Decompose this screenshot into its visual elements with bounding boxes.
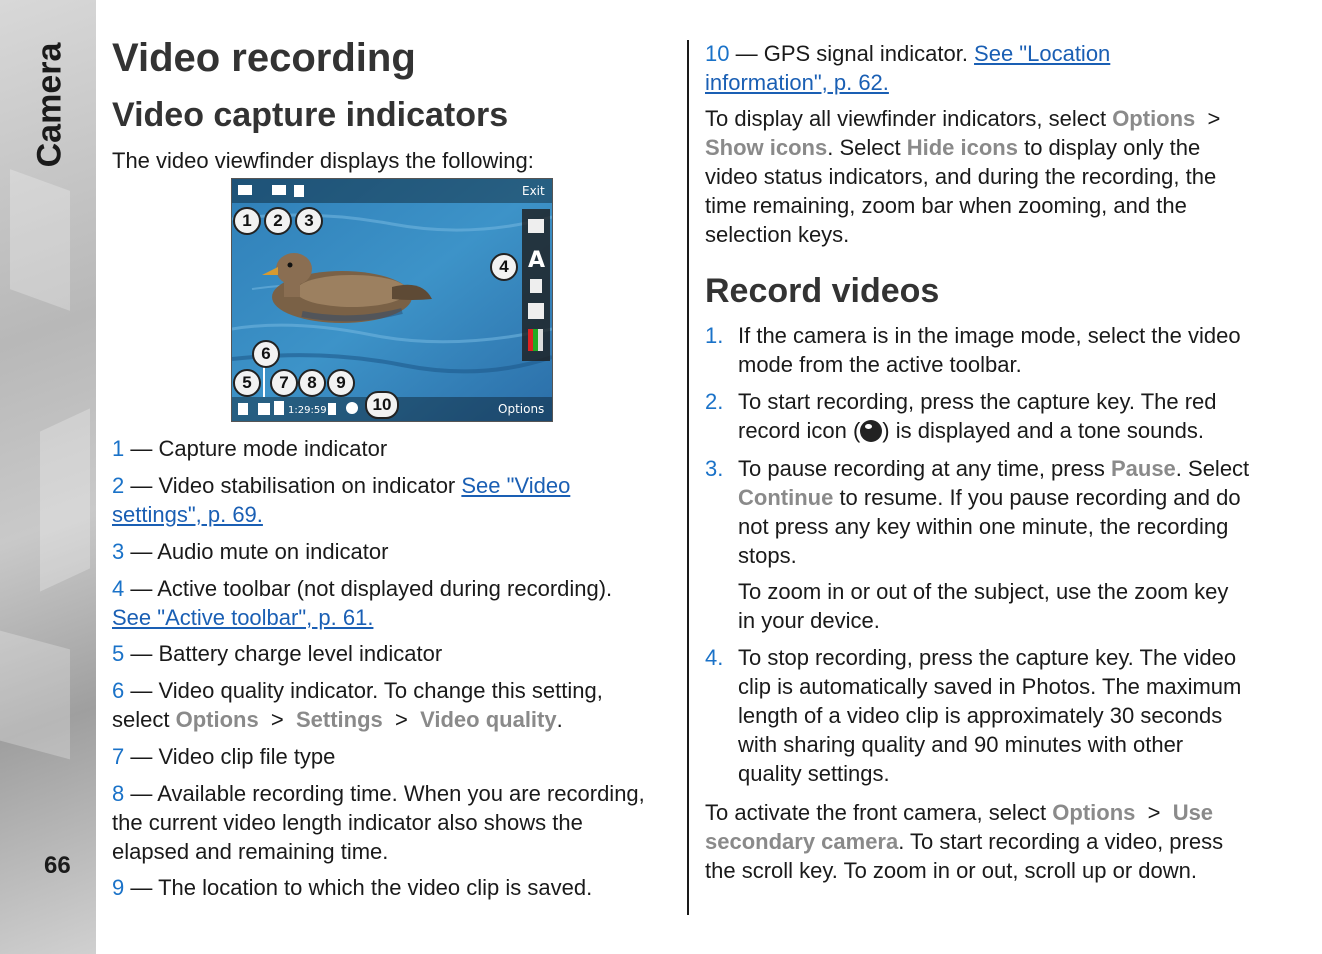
step-number: 3. <box>705 456 724 481</box>
indicator-item-3: 3 — Audio mute on indicator <box>112 539 389 564</box>
viewfinder-figure <box>231 178 553 422</box>
callout-1: 1 <box>233 207 261 235</box>
viewfinder-indicators-paragraph: To display all viewfinder indicators, select Options > Show icons. Select Hide icons to display only the video status indicators, and during the recording, the time remaining, zoom bar when zooming, and the selection keys. <box>705 106 1221 247</box>
page-number: 66 <box>44 852 71 879</box>
callout-5: 5 <box>233 369 261 397</box>
callout-2: 2 <box>264 207 292 235</box>
section-sidebar <box>0 0 96 954</box>
callout-10: 10 <box>365 391 399 419</box>
link-location-info-page[interactable]: information", p. 62. <box>705 70 889 95</box>
callout-8: 8 <box>298 369 326 397</box>
callout-4: 4 <box>490 253 518 281</box>
step-3-note: To zoom in or out of the subject, use the zoom key in your device. <box>738 579 1229 633</box>
section-title: Camera <box>30 42 69 168</box>
page-title: Video recording <box>112 36 416 80</box>
step-4: To stop recording, press the capture key. The video clip is automatically saved in Photos. The maximum length of a video clip is approximately 30 seconds with sharing quality and 90 minutes with other quality settings. <box>738 645 1242 786</box>
options-softkey: Options <box>498 402 545 416</box>
step-number: 1. <box>705 323 724 348</box>
step-3: To pause recording at any time, press Pause. Select Continue to resume. If you pause recording and do not press any key within one minute, the recording stops. <box>738 456 1250 568</box>
callout-6: 6 <box>252 340 280 368</box>
callout-3: 3 <box>295 207 323 235</box>
link-active-toolbar[interactable]: See "Active toolbar", p. 61. <box>112 605 374 630</box>
link-location-info[interactable]: See "Location <box>974 41 1111 66</box>
indicator-item-10: 10 — GPS signal indicator. See "Location information", p. 62. <box>705 41 1111 95</box>
indicator-item-2: 2 — Video stabilisation on indicator See "Video settings", p. 69. <box>112 473 571 527</box>
indicator-item-4: 4 — Active toolbar (not displayed during recording). See "Active toolbar", p. 61. <box>112 576 613 630</box>
record-icon <box>860 420 882 442</box>
indicator-item-1: 1 — Capture mode indicator <box>112 436 388 461</box>
front-camera-paragraph: To activate the front camera, select Options > Use secondary camera. To start recording a video, press the scroll key. To zoom in or out, scroll up or down. <box>705 800 1224 883</box>
callout-9: 9 <box>327 369 355 397</box>
indicator-item-5: 5 — Battery charge level indicator <box>112 641 443 666</box>
callout-7: 7 <box>270 369 298 397</box>
link-video-settings[interactable]: See "Video <box>461 473 571 498</box>
step-number: 4. <box>705 645 724 670</box>
column-divider <box>687 40 689 915</box>
recording-time: 1:29:59 <box>288 405 327 416</box>
indicator-item-8: 8 — Available recording time. When you are recording, the current video length indicator also shows the elapsed and remaining time. <box>112 781 645 864</box>
step-2: To start recording, press the capture key. The red record icon ( ) is displayed and a tone sounds. <box>738 389 1217 443</box>
section-heading-indicators: Video capture indicators <box>112 96 509 134</box>
exit-softkey: Exit <box>522 184 545 198</box>
indicator-item-9: 9 — The location to which the video clip is saved. <box>112 875 593 900</box>
indicator-item-7: 7 — Video clip file type <box>112 744 336 769</box>
link-video-settings-page[interactable]: settings", p. 69. <box>112 502 263 527</box>
indicator-item-6: 6 — Video quality indicator. To change this setting, select Options > Settings > Video quality. <box>112 678 603 732</box>
step-1: If the camera is in the image mode, select the video mode from the active toolbar. <box>738 323 1241 377</box>
intro-text: The video viewfinder displays the following: <box>112 148 534 173</box>
section-heading-record: Record videos <box>705 272 940 310</box>
svg-text:A: A <box>528 248 546 273</box>
step-number: 2. <box>705 389 724 414</box>
